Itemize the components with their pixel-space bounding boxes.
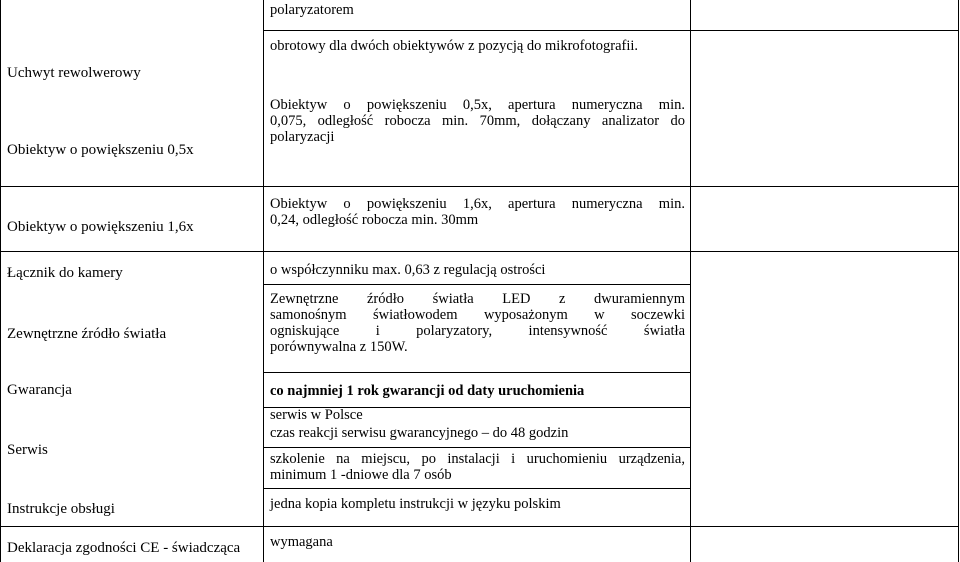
cell-line: polaryzacji: [270, 129, 335, 145]
row-divider: [0, 186, 959, 187]
cell-line: Obiektyw o powiększeniu 1,6x, apertura numeryczna min.: [270, 196, 685, 212]
row-divider: [263, 447, 691, 448]
row-divider: [0, 251, 959, 252]
table-border-col1: [263, 0, 264, 562]
label-obiektyw-0-5x: Obiektyw o powiększeniu 0,5x: [7, 142, 194, 158]
label-zrodlo-swiatla: Zewnętrzne źródło światła: [7, 326, 167, 342]
cell-line: porównywalna z 150W.: [270, 339, 408, 355]
value-obiektyw-1-6x: [270, 196, 685, 228]
value-deklaracja-ce: wymagana: [270, 534, 333, 550]
label-deklaracja-ce: Deklaracja zgodności CE - świadcząca: [7, 540, 241, 556]
value-uchwyt-rewolwerowy: obrotowy dla dwóch obiektywów z pozycją do mikrofotografii.: [270, 38, 639, 54]
cell-line: szkolenie na miejscu, po instalacji i uruchomieniu urządzenia,: [270, 451, 685, 467]
row-divider: [263, 488, 691, 489]
value-obiektyw-0-5x: [270, 97, 685, 145]
cell-line: 0,24, odległość robocza min. 30mm: [270, 212, 479, 228]
label-uchwyt-rewolwerowy: Uchwyt rewolwerowy: [7, 65, 141, 81]
cell-line: Zewnętrzne źródło światła LED z dwuramiennym: [270, 291, 685, 307]
cell-value: [270, 2, 685, 18]
label-instrukcje: Instrukcje obsługi: [7, 501, 115, 517]
value-szkolenie: [270, 451, 685, 483]
value-instrukcje: jedna kopia kompletu instrukcji w języku polskim: [270, 496, 561, 512]
cell-text: polaryzatorem: [270, 2, 354, 18]
value-serwis: [270, 407, 685, 441]
table-border-col2: [690, 0, 691, 562]
value-gwarancja: co najmniej 1 rok gwarancji od daty uruchomienia: [270, 383, 585, 399]
label-serwis: Serwis: [7, 442, 48, 458]
cell-line: samonośnym światłowodem wyposażonym w soczewki: [270, 307, 685, 323]
row-divider: [0, 526, 959, 527]
cell-line: 0,075, odległość robocza min. 70mm, dołączany analizator do: [270, 113, 685, 129]
table-border-left: [0, 0, 1, 562]
label-lacznik-kamery: Łącznik do kamery: [7, 265, 123, 281]
row-divider: [263, 30, 959, 31]
cell-line: czas reakcji serwisu gwarancyjnego – do 48 godzin: [270, 425, 569, 441]
label-obiektyw-1-6x: Obiektyw o powiększeniu 1,6x: [7, 219, 194, 235]
cell-line: minimum 1 -dniowe dla 7 osób: [270, 467, 452, 483]
cell-line: Obiektyw o powiększeniu 0,5x, apertura numeryczna min.: [270, 97, 685, 113]
table-border-right: [958, 0, 959, 562]
row-divider: [263, 372, 691, 373]
cell-line: serwis w Polsce: [270, 407, 363, 423]
value-zrodlo-swiatla: [270, 291, 685, 355]
cell-line: ogniskujące i polaryzatory, intensywność światła: [270, 323, 685, 339]
label-gwarancja: Gwarancja: [7, 382, 72, 398]
row-divider: [263, 284, 691, 285]
value-lacznik-kamery: o współczynniku max. 0,63 z regulacją ostrości: [270, 262, 546, 278]
